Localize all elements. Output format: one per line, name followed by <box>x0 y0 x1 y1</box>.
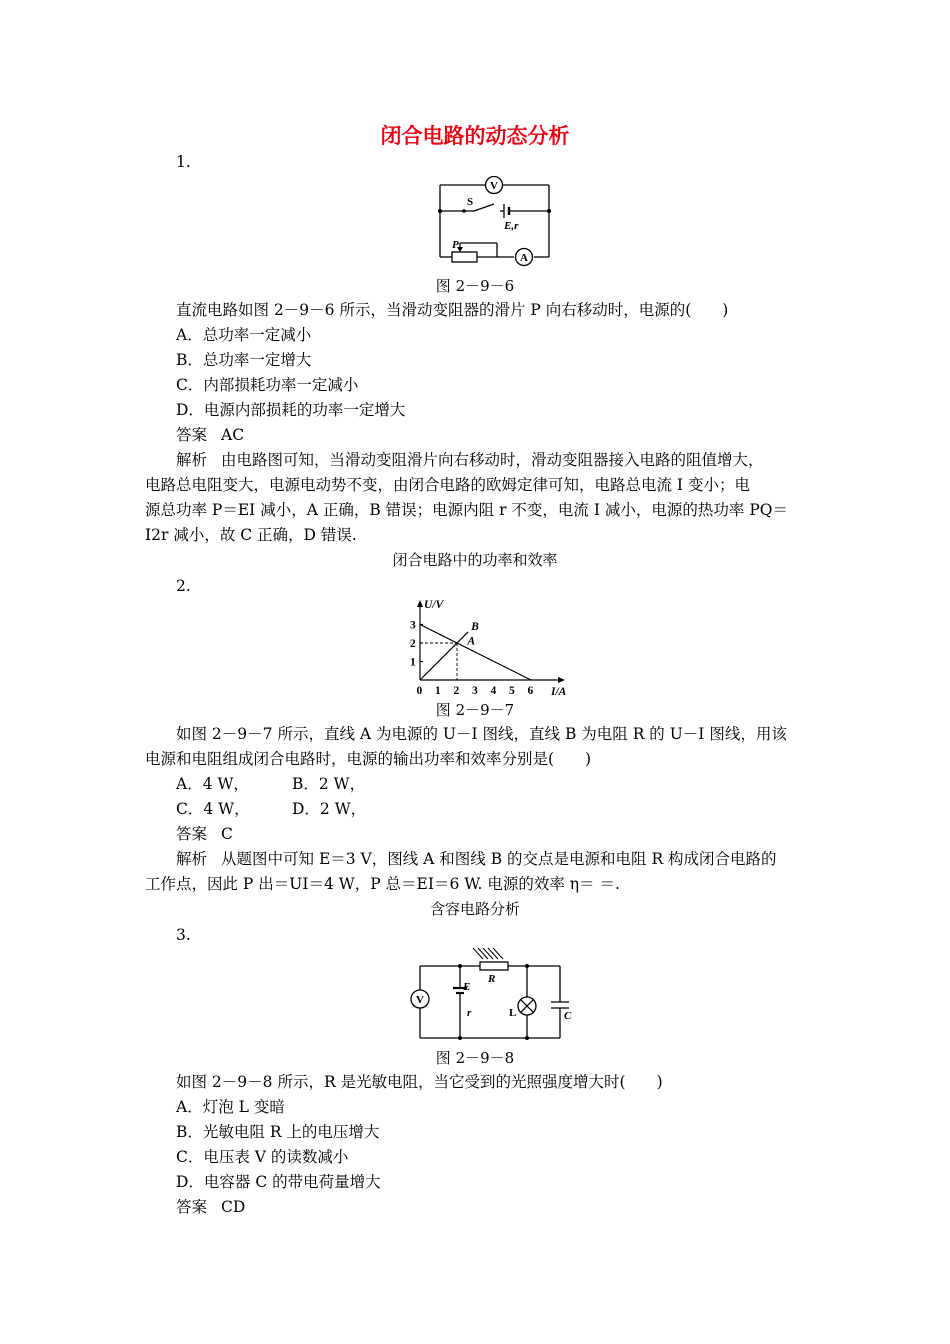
problem-1-analysis-line-4: I2r 减小，故 C 正确，D 错误. <box>145 526 357 544</box>
problem-2-answer <box>176 822 846 847</box>
answer-value: AC <box>221 426 245 444</box>
problem-2-option-d: D．2 W， <box>292 800 367 818</box>
y-tick-label: 1 <box>410 656 416 669</box>
problem-2-question-line-2: 电源和电阻组成闭合电路时，电源的输出功率和效率分别是( ) <box>145 750 592 768</box>
y-axis-arrow-icon <box>417 600 423 607</box>
series-label-B: B <box>471 620 479 633</box>
problem-3-option-c: C．电压表 V 的读数减小 <box>176 1148 349 1166</box>
x-axis-label: I/A <box>551 686 567 698</box>
problem-2-option-c: C．4 W， <box>176 800 250 818</box>
problem-2-option-b: B．2 W， <box>292 775 366 793</box>
figure-caption-2-9-8: 图 2－9－8 <box>435 1049 515 1067</box>
problem-1-question: 直流电路如图 2－9－6 所示，当滑动变阻器的滑片 P 向右移动时，电源的( ) <box>176 301 729 319</box>
x-tick-label: 1 <box>435 685 441 697</box>
problem-3-option-b: B．光敏电阻 R 上的电压增大 <box>176 1123 380 1141</box>
ammeter-label: A <box>520 252 528 264</box>
problem-1-option-c: C．内部损耗功率一定减小 <box>176 376 359 394</box>
emf-label: E <box>463 981 471 993</box>
page-title: 闭合电路的动态分析 <box>380 124 570 148</box>
lamp-label: L <box>509 1007 517 1019</box>
voltmeter-label: V <box>416 994 424 1006</box>
problem-1-answer <box>176 423 846 448</box>
problem-2-option-a: A．4 W， <box>176 775 249 793</box>
answer-label: 答案 <box>176 1198 208 1216</box>
lamp-icon <box>518 997 536 1015</box>
figure-2-9-8-circuit <box>405 946 575 1046</box>
section-heading-power-efficiency: 闭合电路中的功率和效率 <box>392 551 558 569</box>
problem-1-option-b: B．总功率一定增大 <box>176 351 312 369</box>
problem-1-analysis-line-2: 电路总电阻变大，电源电动势不变，由闭合电路的欧姆定律可知，电路总电流 I 变小；电 <box>145 476 750 494</box>
answer-value: CD <box>221 1198 246 1216</box>
switch-label: S <box>467 196 474 208</box>
answer-label: 答案 <box>176 426 208 444</box>
problem-3-question: 如图 2－9－8 所示，R 是光敏电阻，当它受到的光照强度增大时( ) <box>176 1073 663 1091</box>
light-rays-icon <box>473 948 503 959</box>
problem-1-option-a: A．总功率一定减小 <box>176 326 312 344</box>
voltmeter-label: V <box>490 180 498 192</box>
analysis-text: 从题图中可知 E＝3 V，图线 A 和图线 B 的交点是电源和电阻 R 构成闭合电路的 <box>221 850 777 868</box>
problem-3-number: 3. <box>176 926 191 944</box>
source-label: E,r <box>504 220 519 232</box>
problem-2-analysis-line-2: 工作点，因此 P 出＝UI＝4 W，P 总＝EI＝6 W. 电源的效率 η＝ ＝. <box>145 875 620 893</box>
x-tick-label: 4 <box>490 685 497 697</box>
problem-2-analysis-line-1 <box>176 847 846 872</box>
y-axis-label: U/V <box>424 599 444 611</box>
x-tick-label: 5 <box>509 685 515 697</box>
answer-label: 答案 <box>176 825 208 843</box>
problem-3-option-d: D．电容器 C 的带电荷量增大 <box>176 1173 381 1191</box>
figure-caption-2-9-6: 图 2－9－6 <box>435 277 515 295</box>
problem-3-option-a: A．灯泡 L 变暗 <box>176 1098 285 1116</box>
y-tick-label: 3 <box>410 619 416 632</box>
analysis-label: 解析 <box>176 850 208 868</box>
capacitor-label: C <box>564 1010 572 1022</box>
figure-caption-2-9-7: 图 2－9－7 <box>435 701 515 719</box>
figure-2-9-6-circuit <box>430 176 560 272</box>
problem-1-number: 1. <box>176 153 191 171</box>
figure-2-9-7-ui-chart <box>400 598 580 698</box>
problem-3-answer <box>176 1195 846 1220</box>
problem-2-number: 2. <box>176 577 191 595</box>
series-line-B <box>420 632 468 680</box>
series-label-A: A <box>467 635 476 648</box>
problem-1-option-d: D．电源内部损耗的功率一定增大 <box>176 401 406 419</box>
x-tick-label: 0 <box>416 685 423 697</box>
x-tick-label: 6 <box>527 685 534 697</box>
problem-2-question-line-1: 如图 2－9－7 所示，直线 A 为电源的 U－I 图线，直线 B 为电阻 R 的 U－I 图线，用该 <box>176 725 787 743</box>
problem-1-analysis-line-1 <box>176 448 816 473</box>
problem-1-analysis-line-3: 源总功率 P＝EI 减小，A 正确，B 错误；电源内阻 r 不变，电流 I 减小，电源的热功率 PQ＝ <box>145 501 788 519</box>
x-axis-arrow-icon <box>558 677 565 683</box>
answer-value: C <box>221 825 233 843</box>
y-tick-label: 2 <box>410 638 416 650</box>
slider-label: P <box>452 239 459 251</box>
analysis-text: 由电路图可知，当滑动变阻滑片向右移动时，滑动变阻器接入电路的阻值增大， <box>221 451 764 469</box>
x-tick-label: 2 <box>453 685 460 697</box>
resistor-label: R <box>488 973 496 985</box>
x-tick-label: 3 <box>472 685 478 697</box>
internal-resistance-label: r <box>467 1007 472 1019</box>
section-heading-capacitor-circuit: 含容电路分析 <box>429 900 520 918</box>
analysis-label: 解析 <box>176 451 208 469</box>
